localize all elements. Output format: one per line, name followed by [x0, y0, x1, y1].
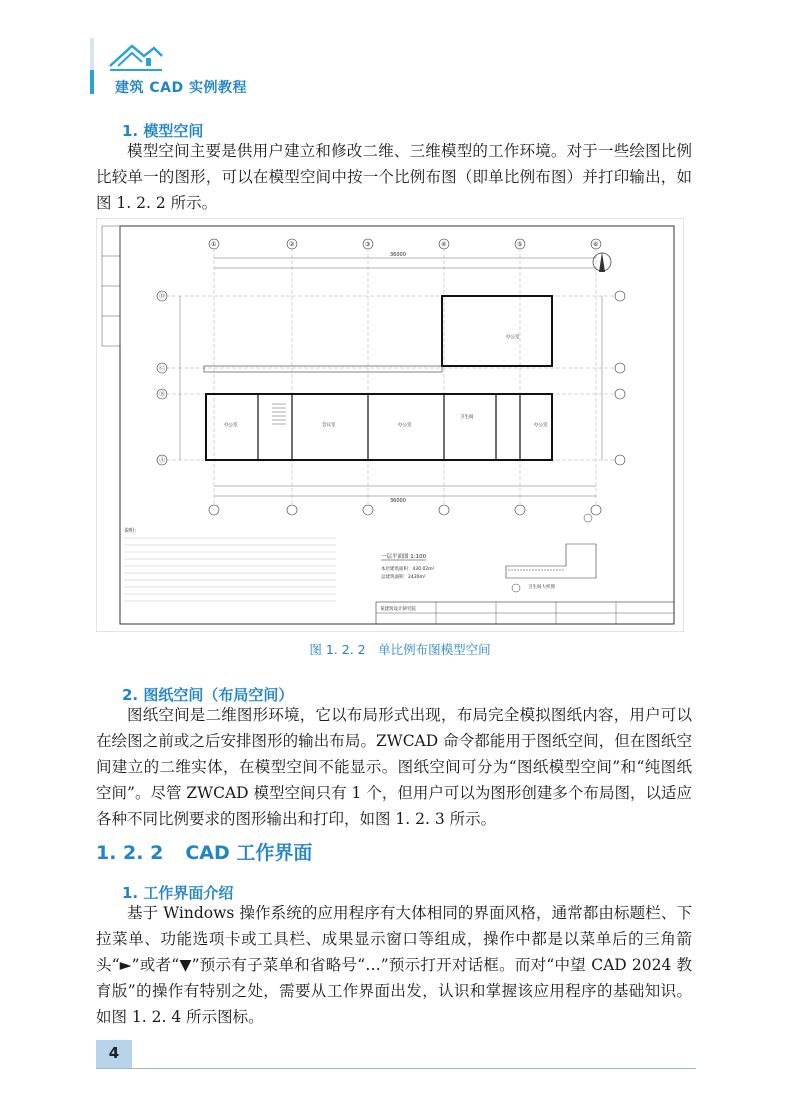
page-number: 4 — [108, 1044, 120, 1062]
room-label-5: 办公室 — [534, 423, 548, 428]
axis-label-4: ④ — [441, 241, 447, 248]
page-bottom-rule — [96, 1068, 696, 1069]
house-logo-icon — [108, 40, 164, 74]
axis-label-b: Ⓑ — [159, 391, 166, 398]
axis-label-1: ① — [211, 241, 217, 248]
section-heading-cad-interface — [96, 838, 312, 865]
axis-label-5: ⑤ — [517, 241, 523, 248]
room-label-2: 会议室 — [322, 423, 336, 428]
axis-label-d: Ⓓ — [159, 293, 166, 300]
axis-label-3: ③ — [365, 241, 371, 248]
paragraph-paper-space: 图纸空间是二维图形环境，它以布局形式出现，布局完全模拟图纸内容，用户可以在绘图之前或之后安排图形的输出布局。ZWCAD 命令都能用于图纸空间，但在图纸空间建立的二维实体，在模型空间不能显示。图纸空间可分为“图纸模型空间”和“纯图纸空间”。尽管 ZWCAD 模型空间只有 1 个，但用户可以为图形创建多个布局图，以适应各种不同比例要求的图形输出和打印，如图 1. 2. 3 所示。 — [96, 706, 692, 828]
detail-title: 卫生间大样图 — [528, 585, 555, 590]
paragraph-interface-intro: 基于 Windows 操作系统的应用程序有大体相同的界面风格，通常都由标题栏、下拉菜单、功能选项卡或工具栏、成果显示窗口等组成，操作中都是以菜单后的三角箭头“►”或者“▼”预示有子菜单和省略号“…”预示打开对话框。而对“中望 CAD 2024 教育版”的操作有特别之处，需要从工作界面出发，认识和掌握该应用程序的基础知识。如图 1. 2. 4 所示图标。 — [96, 904, 692, 1026]
area-label-2: 总建筑面积：2430m² — [381, 575, 426, 580]
area-label-1: 本层建筑面积：430.02m² — [381, 567, 435, 572]
room-label-4: 办公室 — [506, 335, 520, 340]
dimension-total-top: 36000 — [390, 252, 406, 258]
title-block-text: 某建筑设计研究院 — [380, 607, 416, 612]
room-label-3: 办公室 — [398, 423, 412, 428]
room-label-6: 卫生间 — [460, 415, 474, 420]
paragraph-model-space: 模型空间主要是供用户建立和修改二维、三维模型的工作环境。对于一些绘图比例比较单一的图形，可以在模型空间中按一个比例布图（即单比例布图）并打印输出，如图 1. 2. 2 所示。 — [96, 142, 692, 212]
axis-label-c: Ⓒ — [159, 365, 166, 372]
floor-plan-figure — [96, 218, 684, 632]
notes-title: 说明： — [124, 528, 140, 534]
book-title: 建筑 CAD 实例教程 — [115, 80, 247, 96]
section-heading-interface-intro: 1. 工作界面介绍 — [122, 884, 234, 902]
axis-label-6: ⑥ — [593, 241, 599, 248]
dimension-total-bottom: 36000 — [390, 498, 406, 504]
plan-title: 一层平面图 1:100 — [381, 554, 427, 560]
section-heading-model-space: 1. 模型空间 — [122, 122, 204, 140]
section-title: CAD 工作界面 — [185, 842, 313, 864]
room-label-1: 办公室 — [224, 423, 238, 428]
header-accent-bar-blue — [90, 70, 94, 94]
axis-label-a: Ⓐ — [159, 457, 166, 464]
axis-label-2: ② — [289, 241, 295, 248]
section-number: 1. 2. 2 — [96, 842, 164, 864]
section-heading-paper-space: 2. 图纸空间（布局空间） — [122, 686, 294, 704]
figure-caption: 图 1. 2. 2 单比例布图模型空间 — [309, 642, 491, 657]
